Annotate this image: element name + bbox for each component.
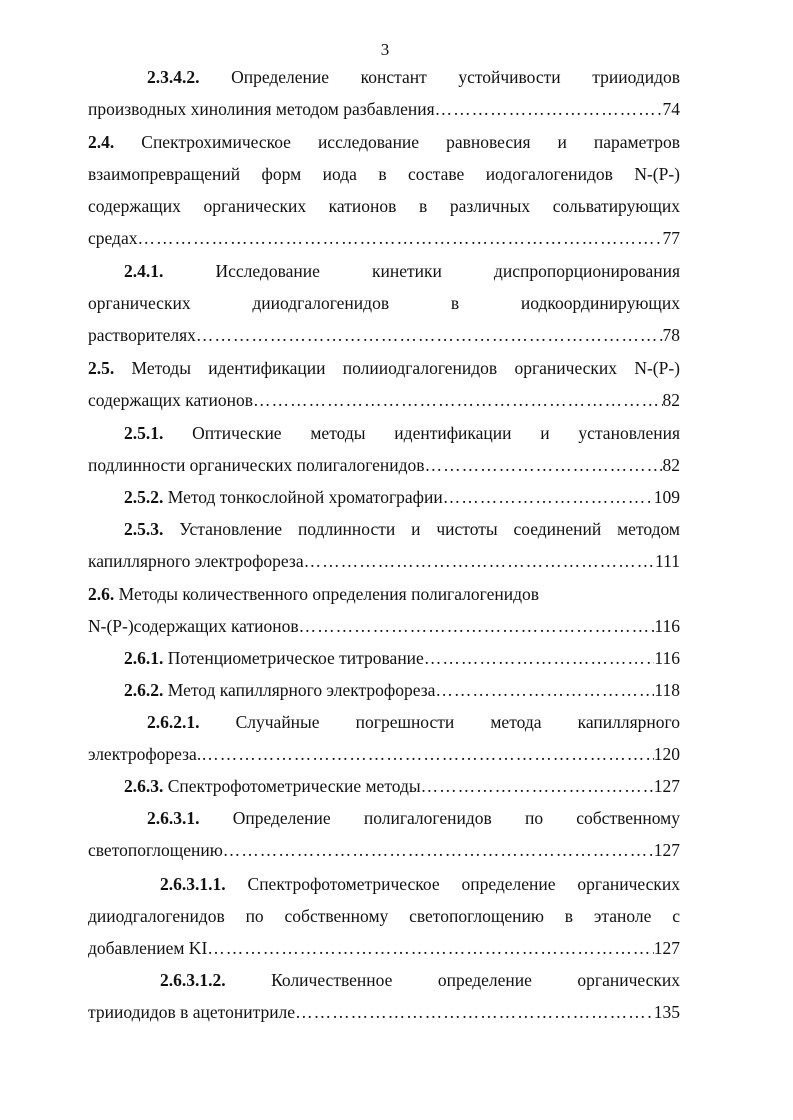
toc-line: 2.5. Методы идентификации полииодгалогенидов органических N-(P-): [88, 358, 680, 378]
toc-entry-2-6-1[interactable]: [88, 642, 680, 674]
toc-entry-2-6-3-1-2[interactable]: [88, 964, 680, 1028]
toc-leader-line: содержащих катионов ……………………………………………………………………………………………………………………………………… 82: [88, 384, 680, 416]
toc-page-number: 109: [653, 487, 680, 507]
toc-entry-2-5-3[interactable]: [88, 513, 680, 577]
toc-leader-line: 2.5.2. Метод тонкослойной хроматографии ……………………………………………………………………………………………………………………………………… 109: [88, 481, 680, 513]
toc-entry-2-6-2-1[interactable]: [88, 706, 680, 770]
toc-page-number: 82: [662, 390, 680, 410]
toc-line: содержащих органических катионов в различных сольватирующих: [88, 196, 680, 216]
toc-entry-2-6-3-1[interactable]: [88, 802, 680, 866]
toc-page-number: 135: [653, 1002, 680, 1022]
toc-entry-2-5-2[interactable]: [88, 481, 680, 513]
toc-leader-line: средах ……………………………………………………………………………………………………………………………………… 77: [88, 222, 680, 254]
toc-entry-2-3-4-2[interactable]: [88, 61, 680, 125]
toc-line: 2.4. Спектрохимическое исследование равновесия и параметров: [88, 132, 680, 152]
toc-line: 2.3.4.2. Определение констант устойчивости трииодидов: [147, 67, 680, 87]
toc-page-number: 120: [653, 744, 680, 764]
toc-leader-line: капиллярного электрофореза ……………………………………………………………………………………………………………………………………… 111: [88, 545, 680, 577]
toc-entry-2-5[interactable]: [88, 352, 680, 416]
toc-page-number: 118: [654, 680, 680, 700]
toc-leader-line: добавлением KI ……………………………………………………………………………………………………………………………………… 127: [88, 932, 680, 964]
toc-leader-line: подлинности органических полигалогенидов ……………………………………………………………………………………………………………………………………… 82: [88, 449, 680, 481]
toc-leader-line: производных хинолиния методом разбавления ……………………………………………………………………………………………………………………………………… 74: [88, 93, 680, 125]
toc-page-number: 78: [662, 325, 680, 345]
toc-leader-line: 2.6.2. Метод капиллярного электрофореза ……………………………………………………………………………………………………………………………………… 118: [88, 674, 680, 706]
toc-page-number: 127: [653, 776, 680, 796]
toc-page-number: 77: [662, 228, 680, 248]
toc-leader-line: электрофореза. ……………………………………………………………………………………………………………………………………… 120: [88, 738, 680, 770]
toc-line: 2.6.3.1.2. Количественное определение органических: [160, 970, 680, 990]
toc-line: 2.6.3.1. Определение полигалогенидов по собственному: [147, 808, 680, 828]
toc-entry-2-4[interactable]: [88, 126, 680, 254]
toc-leader-line: трииодидов в ацетонитриле ……………………………………………………………………………………………………………………………………… 135: [88, 996, 680, 1028]
toc-entry-2-6[interactable]: [88, 578, 680, 642]
toc-line: взаимопревращений форм иода в составе иодогалогенидов N-(P-): [88, 164, 680, 184]
toc-leader-line: N-(P-)содержащих катионов ……………………………………………………………………………………………………………………………………… 116: [88, 610, 680, 642]
toc-page-number: 111: [655, 551, 680, 571]
toc-entry-2-6-2[interactable]: [88, 674, 680, 706]
toc-page-number: 116: [654, 648, 680, 668]
toc-line: 2.4.1. Исследование кинетики диспропорционирования: [124, 261, 680, 281]
toc-page-number: 127: [653, 840, 680, 860]
toc-entry-2-5-1[interactable]: [88, 417, 680, 481]
toc-entry-2-4-1[interactable]: [88, 255, 680, 351]
toc-page-number: 127: [653, 938, 680, 958]
toc-entry-2-6-3[interactable]: [88, 770, 680, 802]
toc-leader-line: растворителях ……………………………………………………………………………………………………………………………………… 78: [88, 319, 680, 351]
toc-page-number: 74: [662, 99, 680, 119]
toc-line: 2.5.3. Установление подлинности и чистоты соединений методом: [124, 519, 680, 539]
toc-leader-line: светопоглощению ……………………………………………………………………………………………………………………………………… 127: [88, 834, 680, 866]
page-number: 3: [380, 40, 390, 59]
toc-line: 2.6. Методы количественного определения полигалогенидов: [88, 584, 540, 604]
toc-leader-line: 2.6.3. Спектрофотометрические методы ……………………………………………………………………………………………………………………………………… 127: [88, 770, 680, 802]
toc-page-number: 116: [654, 616, 680, 636]
toc-line: 2.6.3.1.1. Спектрофотометрическое определение органических: [160, 874, 680, 894]
toc-leader-line: 2.6.1. Потенциометрическое титрование ……………………………………………………………………………………………………………………………………… 116: [88, 642, 680, 674]
toc-line: 2.6.2.1. Случайные погрешности метода капиллярного: [147, 712, 680, 732]
toc-entry-2-6-3-1-1[interactable]: [88, 868, 680, 964]
toc-line: органических дииодгалогенидов в иодкоординирующих: [88, 293, 680, 313]
toc-line: дииодгалогенидов по собственному светопоглощению в этаноле с: [88, 906, 680, 926]
toc-page-number: 82: [662, 455, 680, 475]
toc-line: 2.5.1. Оптические методы идентификации и установления: [124, 423, 680, 443]
